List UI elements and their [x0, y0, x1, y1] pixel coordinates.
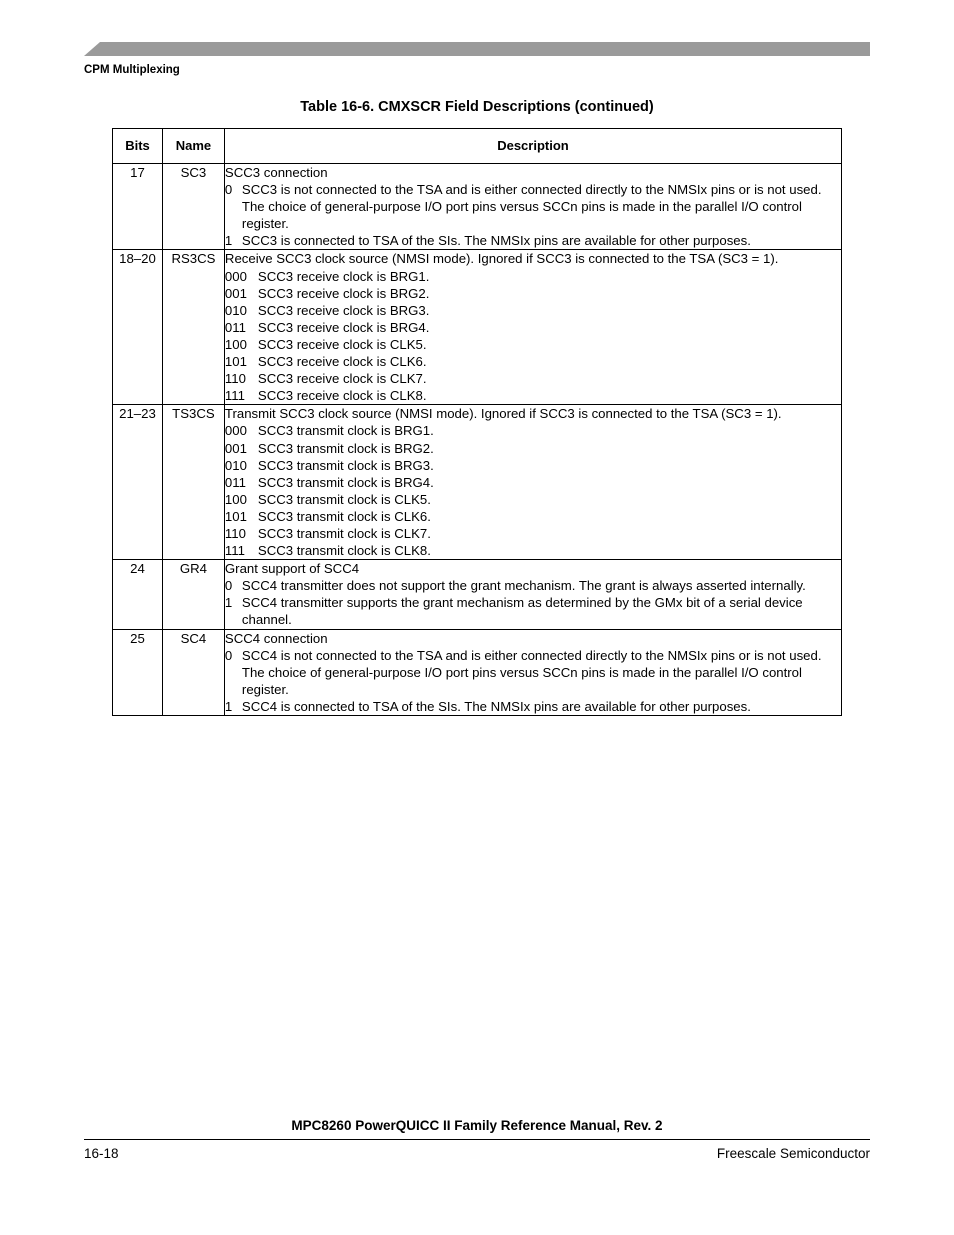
description-cell	[224, 250, 841, 405]
name-cell: GR4	[162, 560, 224, 629]
section-title: CPM Multiplexing	[84, 64, 180, 76]
bits-cell: 25	[113, 629, 163, 715]
description-intro: SCC3 connection	[224, 165, 328, 180]
value-entry	[225, 525, 841, 542]
value-code: 011	[224, 474, 246, 490]
value-text: SCC4 transmitter does not support the grant mechanism. The grant is always asserted internally.	[241, 578, 806, 594]
value-entry	[225, 594, 841, 628]
table-row	[113, 629, 842, 715]
value-text: SCC3 receive clock is BRG2.	[257, 285, 430, 301]
table-row	[113, 250, 842, 405]
value-code: 110	[224, 371, 246, 387]
header-bar-graphic	[84, 42, 870, 56]
value-code: 0	[224, 578, 233, 594]
value-entry	[225, 268, 841, 285]
table-header-row	[113, 129, 842, 164]
footer-manual-title: MPC8260 PowerQUICC II Family Reference Manual, Rev. 2	[291, 1118, 663, 1133]
value-entry	[225, 336, 841, 353]
value-text: SCC3 receive clock is BRG1.	[257, 268, 430, 284]
value-text: SCC3 transmit clock is BRG2.	[257, 440, 434, 456]
value-text: SCC3 receive clock is BRG3.	[257, 302, 430, 318]
value-text: SCC4 transmitter supports the grant mechanism as determined by the GMx bit of a serial device channel.	[241, 595, 803, 628]
value-entry	[225, 353, 841, 370]
value-code: 0	[224, 647, 233, 663]
column-header-description: Description	[224, 129, 841, 164]
description-cell	[224, 164, 841, 250]
value-text: SCC3 transmit clock is CLK5.	[257, 491, 431, 507]
value-text: SCC3 transmit clock is CLK7.	[257, 525, 431, 541]
value-entry	[225, 474, 841, 491]
value-text: SCC3 receive clock is CLK6.	[257, 354, 427, 370]
value-code: 110	[224, 525, 246, 541]
value-code: 010	[224, 302, 247, 318]
value-code: 011	[224, 319, 246, 335]
value-text: SCC3 receive clock is BRG4.	[257, 319, 430, 335]
description-intro: Grant support of SCC4	[224, 561, 360, 577]
value-entry	[225, 181, 841, 232]
value-entry	[225, 370, 841, 387]
value-entry	[225, 440, 841, 457]
value-code: 101	[224, 354, 247, 370]
table-row	[113, 560, 842, 629]
value-entry	[225, 285, 841, 302]
bits-cell: 17	[113, 164, 163, 250]
value-code: 1	[224, 595, 233, 611]
column-header-bits: Bits	[113, 129, 163, 164]
description-intro: Receive SCC3 clock source (NMSI mode). Ignored if SCC3 is connected to the TSA (SC3 = 1).	[224, 251, 779, 267]
bits-cell: 18–20	[113, 250, 163, 405]
value-entry	[225, 457, 841, 474]
value-text: SCC3 transmit clock is BRG3.	[257, 457, 434, 473]
value-code: 001	[224, 285, 247, 301]
value-text: SCC3 receive clock is CLK8.	[257, 388, 427, 404]
value-code: 000	[224, 268, 247, 284]
description-intro: Transmit SCC3 clock source (NMSI mode). Ignored if SCC3 is connected to the TSA (SC3 = 1).	[224, 406, 782, 422]
bits-cell: 21–23	[113, 405, 163, 560]
value-text: SCC3 receive clock is CLK5.	[257, 336, 427, 352]
value-code: 000	[224, 423, 247, 439]
value-code: 111	[224, 543, 245, 559]
value-code: 100	[224, 491, 247, 507]
description-cell	[224, 629, 841, 715]
description-intro: SCC4 connection	[224, 630, 328, 646]
value-entry	[225, 319, 841, 336]
column-header-name: Name	[162, 129, 224, 164]
value-entry	[225, 698, 841, 715]
value-text: SCC3 is connected to TSA of the SIs. The NMSIx pins are available for other purposes.	[241, 233, 751, 249]
value-code: 0	[224, 182, 233, 198]
name-cell: SC3	[162, 164, 224, 250]
table-row	[113, 164, 842, 250]
value-entry	[225, 232, 841, 249]
value-text: SCC4 is not connected to the TSA and is either connected directly to the NMSIx pins or is not used. The choice of general-purpose I/O port pins versus SCCn pins is made in the parallel I/O control register.	[241, 647, 822, 697]
value-entry	[225, 387, 841, 404]
description-cell	[224, 560, 841, 629]
name-cell: SC4	[162, 629, 224, 715]
description-cell	[224, 405, 841, 560]
value-entry	[225, 491, 841, 508]
value-text: SCC3 transmit clock is BRG1.	[257, 423, 434, 439]
footer-divider	[84, 1139, 870, 1140]
field-descriptions-table	[112, 128, 842, 716]
value-code: 1	[224, 698, 233, 714]
page-number: 16-18	[84, 1146, 119, 1161]
value-text: SCC3 transmit clock is CLK8.	[257, 543, 431, 559]
value-code: 111	[224, 388, 245, 404]
value-code: 101	[224, 508, 247, 524]
table-row	[113, 405, 842, 560]
value-text: SCC3 receive clock is CLK7.	[257, 371, 427, 387]
value-entry	[225, 577, 841, 594]
value-entry	[225, 422, 841, 439]
value-entry	[225, 508, 841, 525]
name-cell: RS3CS	[162, 250, 224, 405]
value-code: 1	[224, 233, 233, 249]
value-entry	[225, 302, 841, 319]
value-text: SCC3 transmit clock is BRG4.	[257, 474, 434, 490]
name-cell: TS3CS	[162, 405, 224, 560]
value-text: SCC3 transmit clock is CLK6.	[257, 508, 431, 524]
value-entry	[225, 542, 841, 559]
bits-cell: 24	[113, 560, 163, 629]
value-code: 010	[224, 457, 247, 473]
value-code: 100	[224, 336, 247, 352]
value-entry	[225, 647, 841, 698]
value-text: SCC4 is connected to TSA of the SIs. The NMSIx pins are available for other purposes.	[241, 698, 751, 714]
publisher-name: Freescale Semiconductor	[716, 1146, 870, 1161]
table-caption: Table 16-6. CMXSCR Field Descriptions (continued)	[300, 99, 654, 115]
header-bar	[84, 42, 870, 56]
value-code: 001	[224, 440, 247, 456]
value-text: SCC3 is not connected to the TSA and is either connected directly to the NMSIx pins or is not used. The choice of general-purpose I/O port pins versus SCCn pins is made in the parallel I/O control register.	[241, 182, 822, 232]
